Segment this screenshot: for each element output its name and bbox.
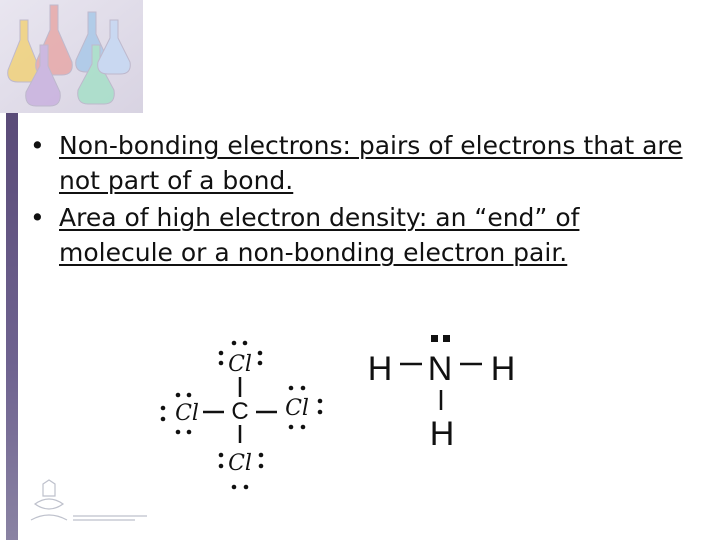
hydrogen-left-label: H [367, 350, 393, 388]
bullet-text-electron-density: Area of high electron density: an “end” of molecule or a non-bonding electron pair. [59, 203, 580, 267]
chlorine-bottom-label: Cl [228, 451, 252, 476]
chlorine-left-label: Cl [175, 401, 199, 426]
nitrogen-lone-pair [431, 335, 450, 342]
nh3-lewis-structure [360, 330, 530, 455]
ccl4-lewis-structure [155, 335, 335, 500]
bullet-item [30, 128, 690, 198]
lab-flasks-image [0, 0, 143, 113]
chlorine-right-label: Cl [285, 396, 309, 421]
hydrogen-right-label: H [490, 350, 516, 388]
bullet-marker: • [30, 131, 45, 160]
bullet-item [30, 200, 690, 270]
bullet-text-nonbonding: Non-bonding electrons: pairs of electrons that are not part of a bond. [59, 131, 683, 195]
bullet-marker: • [30, 203, 45, 232]
sidebar-accent-bar [6, 113, 18, 540]
school-logo [25, 476, 153, 534]
bullet-list [30, 128, 690, 272]
nitrogen-label: N [427, 350, 453, 388]
hydrogen-bottom-label: H [429, 415, 455, 453]
carbon-label: C [231, 398, 249, 425]
chlorine-top-label: Cl [228, 352, 252, 377]
